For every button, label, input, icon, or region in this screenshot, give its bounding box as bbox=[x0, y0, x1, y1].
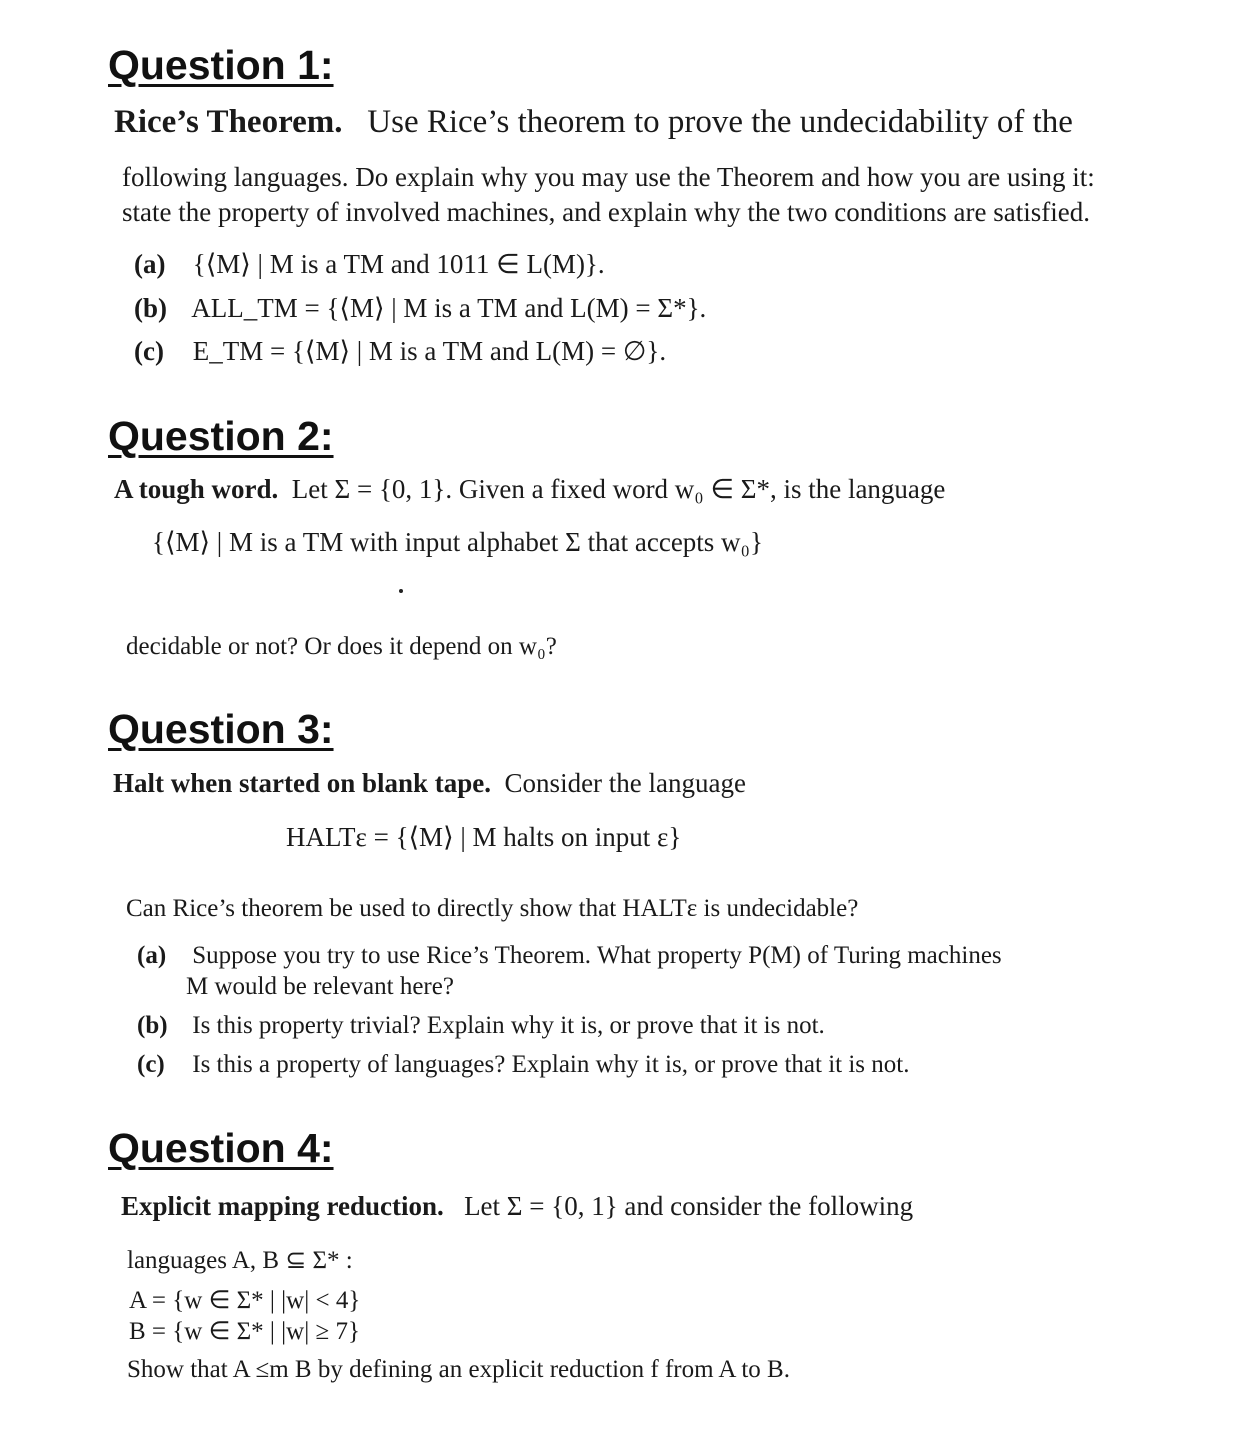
q1-item-label: (b) bbox=[134, 293, 167, 323]
q2-intro-text: Let Σ = {0, 1}. Given a fixed word w₀ ∈ Σ*, is the language bbox=[291, 474, 946, 504]
q3-item-a-line2: M would be relevant here? bbox=[186, 973, 454, 1000]
q1-intro-line2: following languages. Do explain why you may use the Theorem and how you are using it: bbox=[122, 162, 1095, 192]
q4-languages-line: languages A, B ⊆ Σ* : bbox=[127, 1247, 353, 1274]
q4-heading: Question 4: bbox=[108, 1125, 334, 1171]
q3-item-text: Suppose you try to use Rice’s Theorem. What property P(M) of Turing machines bbox=[192, 942, 1002, 969]
q1-item-b bbox=[134, 293, 706, 324]
q1-item-a bbox=[134, 249, 605, 280]
q3-item-c bbox=[137, 1051, 909, 1079]
q3-intro-text: Consider the language bbox=[504, 768, 746, 798]
q3-intro-line bbox=[113, 768, 746, 799]
q3-formula: HALTε = {⟨M⟩ | M halts on input ε} bbox=[286, 822, 682, 852]
q3-item-text: Is this a property of languages? Explain why it is, or prove that it is not. bbox=[192, 1051, 910, 1078]
q4-intro-text: Let Σ = {0, 1} and consider the following bbox=[464, 1191, 914, 1221]
q1-heading: Question 1: bbox=[108, 42, 334, 88]
q3-item-label: (a) bbox=[137, 942, 167, 969]
q1-intro-text: Use Rice’s theorem to prove the undecidability of the bbox=[367, 104, 1073, 140]
q2-question: decidable or not? Or does it depend on w₀? bbox=[126, 633, 557, 660]
q2-title: A tough word. bbox=[114, 474, 279, 504]
q3-item-a bbox=[137, 942, 1002, 970]
q3-heading: Question 3: bbox=[108, 706, 334, 752]
q2-heading: Question 2: bbox=[108, 413, 334, 459]
q3-title: Halt when started on blank tape. bbox=[113, 768, 492, 798]
q3-question: Can Rice’s theorem be used to directly show that HALTε is undecidable? bbox=[126, 895, 859, 922]
q3-item-label: (c) bbox=[137, 1051, 165, 1078]
q1-item-c bbox=[134, 336, 666, 367]
q4-title: Explicit mapping reduction. bbox=[121, 1191, 444, 1221]
q2-intro-line bbox=[114, 474, 945, 505]
q1-item-text: E_TM = {⟨M⟩ | M is a TM and L(M) = ∅}. bbox=[192, 336, 667, 366]
q3-item-text: Is this property trivial? Explain why it is, or prove that it is not. bbox=[192, 1012, 825, 1039]
q4-task: Show that A ≤m B by defining an explicit reduction f from A to B. bbox=[127, 1356, 790, 1383]
q4-intro-line bbox=[121, 1191, 913, 1222]
q1-item-label: (c) bbox=[134, 336, 164, 366]
q4-def-a: A = {w ∈ Σ* | |w| < 4} bbox=[129, 1287, 361, 1314]
q1-item-label: (a) bbox=[134, 249, 166, 279]
q1-item-text: ALL_TM = {⟨M⟩ | M is a TM and L(M) = Σ*}. bbox=[191, 293, 707, 323]
q3-item-label: (b) bbox=[137, 1012, 168, 1039]
q1-intro-line1 bbox=[114, 104, 1073, 141]
q1-intro-line3: state the property of involved machines, and explain why the two conditions are satisfied. bbox=[122, 197, 1090, 227]
q4-def-b: B = {w ∈ Σ* | |w| ≥ 7} bbox=[129, 1318, 360, 1345]
q3-item-b bbox=[137, 1012, 825, 1040]
q1-title: Rice’s Theorem. bbox=[114, 104, 343, 140]
q2-dot bbox=[399, 589, 403, 593]
q2-formula: {⟨M⟩ | M is a TM with input alphabet Σ that accepts w₀} bbox=[152, 527, 763, 557]
q1-item-text: {⟨M⟩ | M is a TM and 1011 ∈ L(M)}. bbox=[192, 249, 605, 279]
